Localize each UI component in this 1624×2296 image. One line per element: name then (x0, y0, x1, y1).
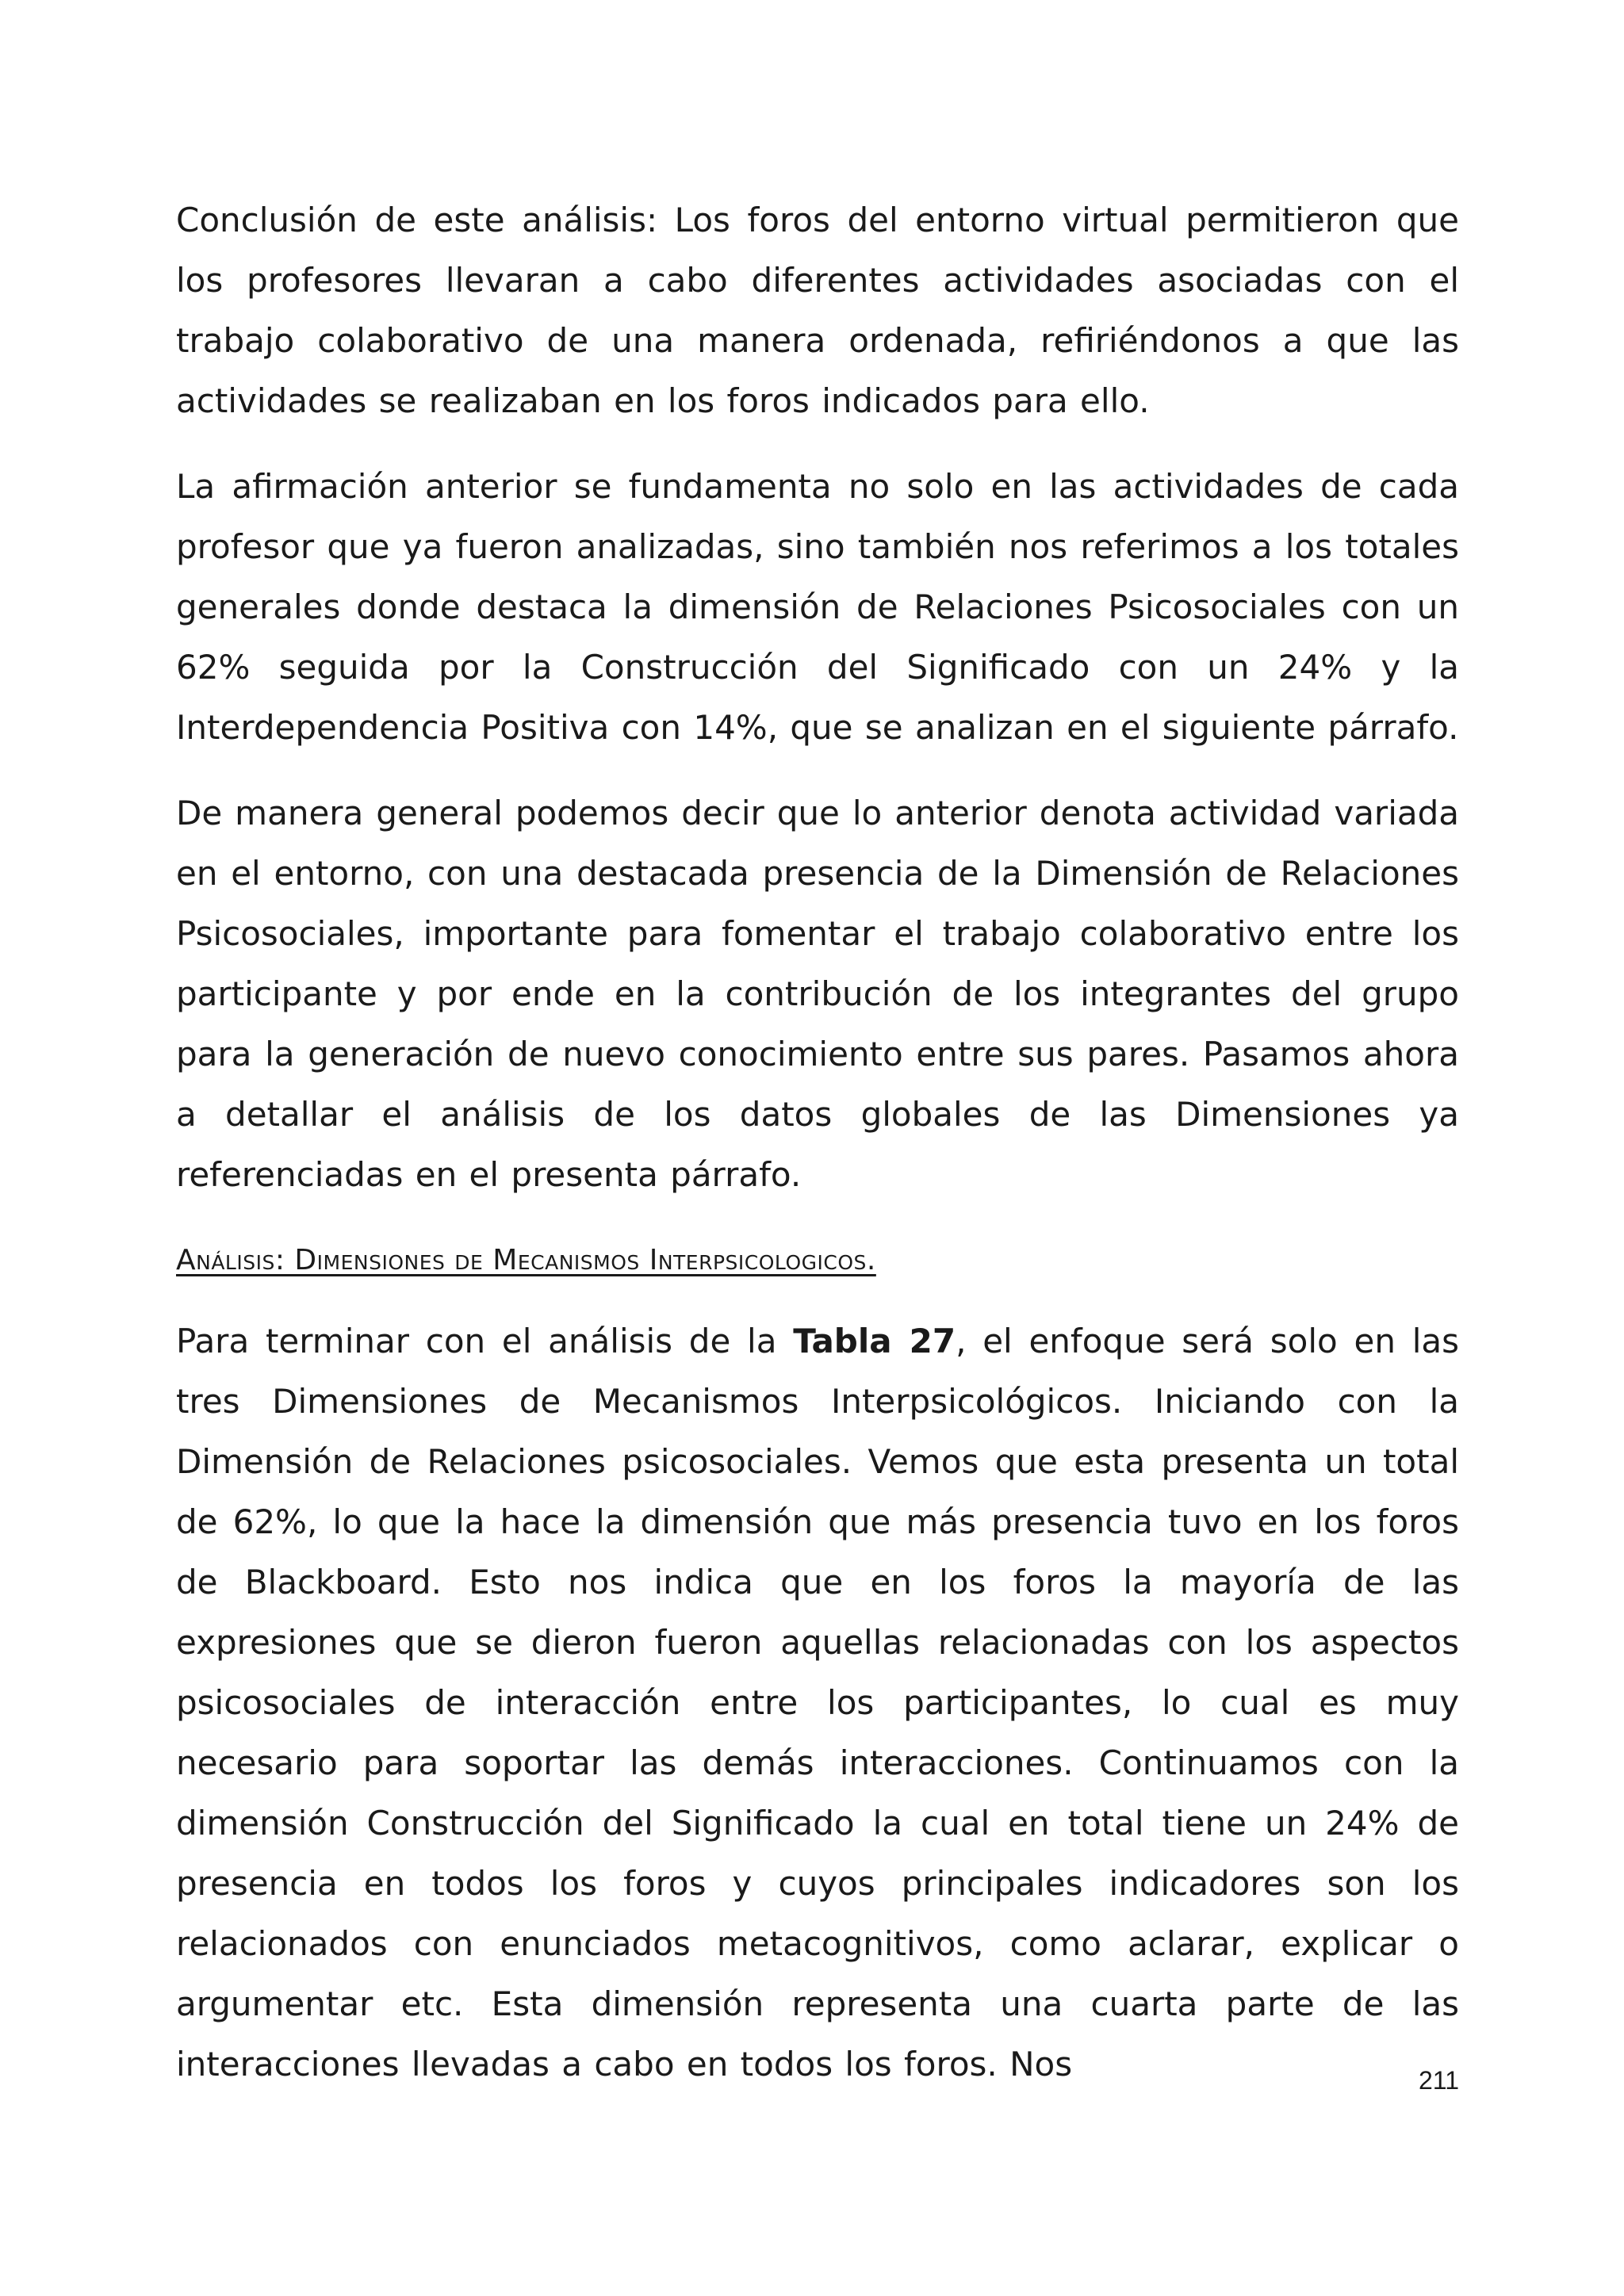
section-heading: Análisis: Dimensiones de Mecanismos Interpsicologicos. (176, 1244, 876, 1276)
paragraph-affirmation: La afirmación anterior se fundamenta no solo en las actividades de cada profesor que ya fueron analizadas, sino también nos referimos a los totales generales donde destaca la dimensión de Relaciones Psicosociales con un 62% seguida por la Construcción del Significado con un 24% y la Interdependencia Positiva con 14%, que se analizan en el siguiente párrafo. (176, 467, 1459, 747)
paragraph-conclusion: Conclusión de este análisis: Los foros del entorno virtual permitieron que los profesores llevaran a cabo diferentes actividades asociadas con el trabajo colaborativo de una manera ordenada, refiriéndonos a que las actividades se realizaban en los foros indicados para ello. (176, 201, 1459, 420)
paragraph-analysis-body: , el enfoque será solo en las tres Dimensiones de Mecanismos Interpsicológicos. Iniciando con la Dimensión de Relaciones psicosociales. Vemos que esta presenta un total de 62%, lo que la hace la dimensión que más presencia tuvo en los foros de Blackboard. Esto nos indica que en los foros la mayoría de las expresiones que se dieron fueron aquellas relacionadas con los aspectos psicosociales de interacción entre los participantes, lo cual es muy necesario para soportar las demás interacciones. Continuamos con la dimensión Construcción del Significado la cual en total tiene un 24% de presencia en todos los foros y cuyos principales indicadores son los relacionados con enunciados metacognitivos, como aclarar, explicar o argumentar etc. Esta dimensión representa una cuarta parte de las interacciones llevadas a cabo en todos los foros. Nos (176, 1322, 1459, 2084)
page-body (176, 190, 1459, 2120)
paragraph-analysis-intro: Para terminar con el análisis de la (176, 1322, 794, 1360)
page-number: 211 (1418, 2066, 1459, 2095)
paragraph-analysis (176, 1311, 1459, 2095)
paragraph-general: De manera general podemos decir que lo anterior denota actividad variada en el entorno, con una destacada presencia de la Dimensión de Relaciones Psicosociales, importante para fomentar el trabajo colaborativo entre los participante y por ende en la contribución de los integrantes del grupo para la generación de nuevo conocimiento entre sus pares. Pasamos ahora a detallar el análisis de los datos globales de las Dimensiones ya referenciadas en el presenta párrafo. (176, 794, 1459, 1194)
table-reference: Tabla 27 (793, 1322, 956, 1360)
